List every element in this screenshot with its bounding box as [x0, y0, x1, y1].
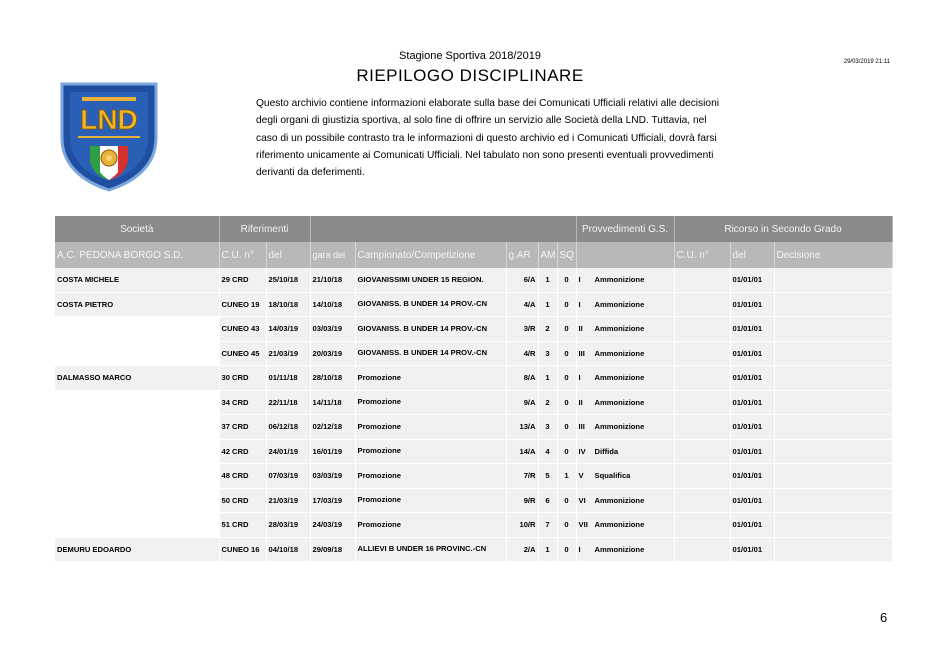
cell-am: 3 — [538, 415, 557, 440]
cell-cu: CUNEO 16 — [219, 537, 266, 562]
roman-count: I — [578, 275, 581, 285]
player-name: COSTA PIETRO — [55, 292, 219, 317]
cell-cu: 50 CRD — [219, 488, 266, 513]
header-del: del — [266, 242, 310, 268]
cell-provvedimento — [576, 537, 674, 562]
cell-am: 2 — [538, 317, 557, 342]
cell-campionato: Promozione — [355, 464, 506, 489]
provvedimento-label: Diffida — [594, 446, 619, 456]
player-name — [55, 341, 219, 366]
cell-provvedimento — [576, 268, 674, 292]
cell-am: 3 — [538, 341, 557, 366]
cell-provvedimento — [576, 366, 674, 391]
provvedimento-label: Ammonizione — [594, 422, 645, 432]
cell-am: 1 — [538, 292, 557, 317]
cell-cu: CUNEO 19 — [219, 292, 266, 317]
cell-sq: 0 — [557, 488, 576, 513]
table-row — [55, 292, 892, 317]
cell-sq: 0 — [557, 513, 576, 538]
roman-count: I — [578, 373, 581, 383]
player-name — [55, 415, 219, 440]
cell-provvedimento — [576, 488, 674, 513]
cell-sq: 0 — [557, 292, 576, 317]
table-sub-header-row — [55, 242, 892, 268]
cell-del2: 01/01/01 — [730, 341, 774, 366]
roman-count: I — [578, 299, 581, 309]
roman-count: II — [578, 324, 583, 334]
cell-gara-del: 24/03/19 — [310, 513, 355, 538]
disclaimer-text: Questo archivio contiene informazioni elaborate sulla base dei Comunicati Ufficiali relativi alle decisioni degli organi di giustizia sportiva, al solo fine di offrire un servizio alle Società della LND. Tuttavia, nel caso di un possibile contrasto tra le informazioni di questo archivio ed i Comunicati Ufficiali, dovrà farsi riferimento unicamente ai Comunicati Ufficiali. Nel tabulato non sono presenti eventuali provvedimenti derivanti da deferimenti. — [256, 98, 720, 179]
cell-del2: 01/01/01 — [730, 513, 774, 538]
cell-provvedimento — [576, 317, 674, 342]
cell-am: 1 — [538, 268, 557, 292]
cell-del2: 01/01/01 — [730, 439, 774, 464]
provvedimento-label: Ammonizione — [594, 544, 645, 554]
cell-cu2 — [674, 488, 730, 513]
cell-del2: 01/01/01 — [730, 464, 774, 489]
cell-decisione — [774, 292, 892, 317]
cell-am: 5 — [538, 464, 557, 489]
cell-decisione — [774, 415, 892, 440]
cell-gar: 10/R — [506, 513, 538, 538]
cell-cu: CUNEO 43 — [219, 317, 266, 342]
cell-gar: 8/A — [506, 366, 538, 391]
cell-cu2 — [674, 390, 730, 415]
table-row — [55, 390, 892, 415]
cell-gara-del: 03/03/19 — [310, 464, 355, 489]
player-name — [55, 317, 219, 342]
cell-am: 4 — [538, 439, 557, 464]
player-name: DEMURU EDOARDO — [55, 537, 219, 562]
cell-provvedimento — [576, 464, 674, 489]
provvedimento-label: Ammonizione — [594, 397, 645, 407]
table-row — [55, 439, 892, 464]
cell-cu2 — [674, 341, 730, 366]
cell-campionato: Promozione — [355, 415, 506, 440]
roman-count: VII — [578, 520, 588, 530]
cell-sq: 0 — [557, 439, 576, 464]
provvedimento-label: Ammonizione — [594, 520, 645, 530]
cell-cu2 — [674, 317, 730, 342]
cell-gar: 14/A — [506, 439, 538, 464]
cell-gara-del: 16/01/19 — [310, 439, 355, 464]
cell-am: 1 — [538, 537, 557, 562]
cell-del: 18/10/18 — [266, 292, 310, 317]
cell-provvedimento — [576, 341, 674, 366]
cell-cu2 — [674, 537, 730, 562]
cell-sq: 0 — [557, 366, 576, 391]
table-row — [55, 268, 892, 292]
table-row — [55, 366, 892, 391]
provvedimento-label: Ammonizione — [594, 373, 645, 383]
cell-del: 14/03/19 — [266, 317, 310, 342]
page-number: 6 — [880, 610, 888, 625]
header-am: AM — [538, 242, 557, 268]
header-gara-del: gara del — [310, 242, 355, 268]
cell-gara-del: 29/09/18 — [310, 537, 355, 562]
cell-am: 2 — [538, 390, 557, 415]
cell-del2: 01/01/01 — [730, 366, 774, 391]
cell-del: 24/01/19 — [266, 439, 310, 464]
cell-del: 21/03/19 — [266, 488, 310, 513]
cell-decisione — [774, 317, 892, 342]
provvedimento-label: Ammonizione — [594, 348, 645, 358]
cell-del2: 01/01/01 — [730, 537, 774, 562]
cell-del: 22/11/18 — [266, 390, 310, 415]
cell-gara-del: 03/03/19 — [310, 317, 355, 342]
table-row — [55, 488, 892, 513]
roman-count: II — [578, 397, 583, 407]
cell-del: 01/11/18 — [266, 366, 310, 391]
cell-gara-del: 02/12/18 — [310, 415, 355, 440]
cell-cu2 — [674, 513, 730, 538]
player-name — [55, 513, 219, 538]
table-row — [55, 464, 892, 489]
provvedimento-label: Ammonizione — [594, 324, 645, 334]
header-decisione: Decisione — [774, 242, 892, 268]
player-name: COSTA MICHELE — [55, 268, 219, 292]
header-ricorso: Ricorso in Secondo Grado — [674, 216, 892, 242]
cell-decisione — [774, 537, 892, 562]
roman-count: III — [578, 422, 585, 432]
cell-provvedimento — [576, 439, 674, 464]
provvedimento-label: Squalifica — [594, 471, 631, 481]
cell-gar: 6/A — [506, 268, 538, 292]
cell-sq: 0 — [557, 415, 576, 440]
header-del2: del — [730, 242, 774, 268]
header-provvedimenti: Provvedimenti G.S. — [576, 216, 674, 242]
timestamp: 29/03/2019 21:11 — [843, 59, 890, 65]
cell-cu: 29 CRD — [219, 268, 266, 292]
roman-count: I — [578, 544, 581, 554]
cell-del2: 01/01/01 — [730, 292, 774, 317]
cell-campionato: GIOVANISS. B UNDER 14 PROV.-CN — [355, 341, 506, 366]
season-label: Stagione Sportiva 2018/2019 — [399, 50, 541, 62]
cell-am: 6 — [538, 488, 557, 513]
cell-campionato: GIOVANISSIMI UNDER 15 REGION. — [355, 268, 506, 292]
cell-provvedimento — [576, 292, 674, 317]
cell-del: 28/03/19 — [266, 513, 310, 538]
cell-decisione — [774, 366, 892, 391]
cell-gar: 9/A — [506, 390, 538, 415]
player-name — [55, 488, 219, 513]
header-sq: SQ — [557, 242, 576, 268]
header-campionato: Campionato/Competizione — [355, 242, 506, 268]
table-row — [55, 317, 892, 342]
cell-cu: 37 CRD — [219, 415, 266, 440]
table-row — [55, 415, 892, 440]
cell-del: 21/03/19 — [266, 341, 310, 366]
cell-del2: 01/01/01 — [730, 268, 774, 292]
cell-campionato: Promozione — [355, 513, 506, 538]
cell-gara-del: 21/10/18 — [310, 268, 355, 292]
cell-gar: 9/R — [506, 488, 538, 513]
cell-sq: 0 — [557, 268, 576, 292]
header-society-name: A.C. PEDONA BORGO S.D. — [55, 242, 219, 268]
cell-cu: 48 CRD — [219, 464, 266, 489]
svg-text:LND: LND — [80, 104, 138, 135]
header-gar: g.AR — [506, 242, 538, 268]
disciplinary-table — [55, 216, 893, 562]
header-riferimenti: Riferimenti — [219, 216, 310, 242]
header-spacer — [310, 216, 576, 242]
cell-cu: CUNEO 45 — [219, 341, 266, 366]
cell-del2: 01/01/01 — [730, 488, 774, 513]
header-cu2: C.U. n° — [674, 242, 730, 268]
cell-cu: 51 CRD — [219, 513, 266, 538]
cell-decisione — [774, 341, 892, 366]
cell-decisione — [774, 390, 892, 415]
cell-sq: 1 — [557, 464, 576, 489]
cell-provvedimento — [576, 415, 674, 440]
table-row — [55, 513, 892, 538]
cell-del2: 01/01/01 — [730, 415, 774, 440]
cell-gara-del: 28/10/18 — [310, 366, 355, 391]
roman-count: VI — [578, 495, 586, 505]
cell-cu2 — [674, 439, 730, 464]
roman-count: IV — [578, 446, 586, 456]
roman-count: III — [578, 348, 585, 358]
cell-gar: 7/R — [506, 464, 538, 489]
cell-provvedimento — [576, 513, 674, 538]
cell-campionato: Promozione — [355, 366, 506, 391]
cell-gara-del: 14/10/18 — [310, 292, 355, 317]
player-name — [55, 464, 219, 489]
cell-cu2 — [674, 366, 730, 391]
cell-gara-del: 17/03/19 — [310, 488, 355, 513]
player-name — [55, 439, 219, 464]
cell-gar: 4/A — [506, 292, 538, 317]
cell-campionato: GIOVANISS. B UNDER 14 PROV.-CN — [355, 292, 506, 317]
provvedimento-label: Ammonizione — [594, 495, 645, 505]
cell-gar: 4/R — [506, 341, 538, 366]
lnd-logo-icon — [60, 80, 158, 192]
cell-del: 07/03/19 — [266, 464, 310, 489]
cell-campionato: ALLIEVI B UNDER 16 PROVINC.-CN — [355, 537, 506, 562]
cell-del: 04/10/18 — [266, 537, 310, 562]
cell-sq: 0 — [557, 341, 576, 366]
player-name: DALMASSO MARCO — [55, 366, 219, 391]
cell-cu2 — [674, 464, 730, 489]
header-societa: Società — [55, 216, 219, 242]
cell-cu2 — [674, 292, 730, 317]
cell-provvedimento — [576, 390, 674, 415]
cell-am: 7 — [538, 513, 557, 538]
cell-gar: 3/R — [506, 317, 538, 342]
cell-decisione — [774, 439, 892, 464]
cell-cu2 — [674, 415, 730, 440]
cell-cu: 30 CRD — [219, 366, 266, 391]
cell-cu: 42 CRD — [219, 439, 266, 464]
cell-sq: 0 — [557, 317, 576, 342]
cell-del: 06/12/18 — [266, 415, 310, 440]
cell-decisione — [774, 513, 892, 538]
cell-del: 25/10/18 — [266, 268, 310, 292]
cell-campionato: Promozione — [355, 488, 506, 513]
page-title: RIEPILOGO DISCIPLINARE — [356, 66, 584, 85]
player-name — [55, 390, 219, 415]
cell-am: 1 — [538, 366, 557, 391]
cell-cu2 — [674, 268, 730, 292]
header-prov-blank — [576, 242, 674, 268]
cell-gar: 13/A — [506, 415, 538, 440]
cell-del2: 01/01/01 — [730, 390, 774, 415]
provvedimento-label: Ammonizione — [594, 275, 645, 285]
header-cu: C.U. n° — [219, 242, 266, 268]
cell-cu: 34 CRD — [219, 390, 266, 415]
provvedimento-label: Ammonizione — [594, 299, 645, 309]
cell-decisione — [774, 268, 892, 292]
cell-gar: 2/A — [506, 537, 538, 562]
table-group-header-row — [55, 216, 892, 242]
cell-gara-del: 20/03/19 — [310, 341, 355, 366]
cell-decisione — [774, 464, 892, 489]
roman-count: V — [578, 471, 584, 481]
cell-sq: 0 — [557, 537, 576, 562]
cell-campionato: Promozione — [355, 390, 506, 415]
cell-campionato: GIOVANISS. B UNDER 14 PROV.-CN — [355, 317, 506, 342]
cell-del2: 01/01/01 — [730, 317, 774, 342]
cell-decisione — [774, 488, 892, 513]
table-row — [55, 341, 892, 366]
cell-campionato: Promozione — [355, 439, 506, 464]
cell-sq: 0 — [557, 390, 576, 415]
table-row — [55, 537, 892, 562]
cell-gara-del: 14/11/18 — [310, 390, 355, 415]
